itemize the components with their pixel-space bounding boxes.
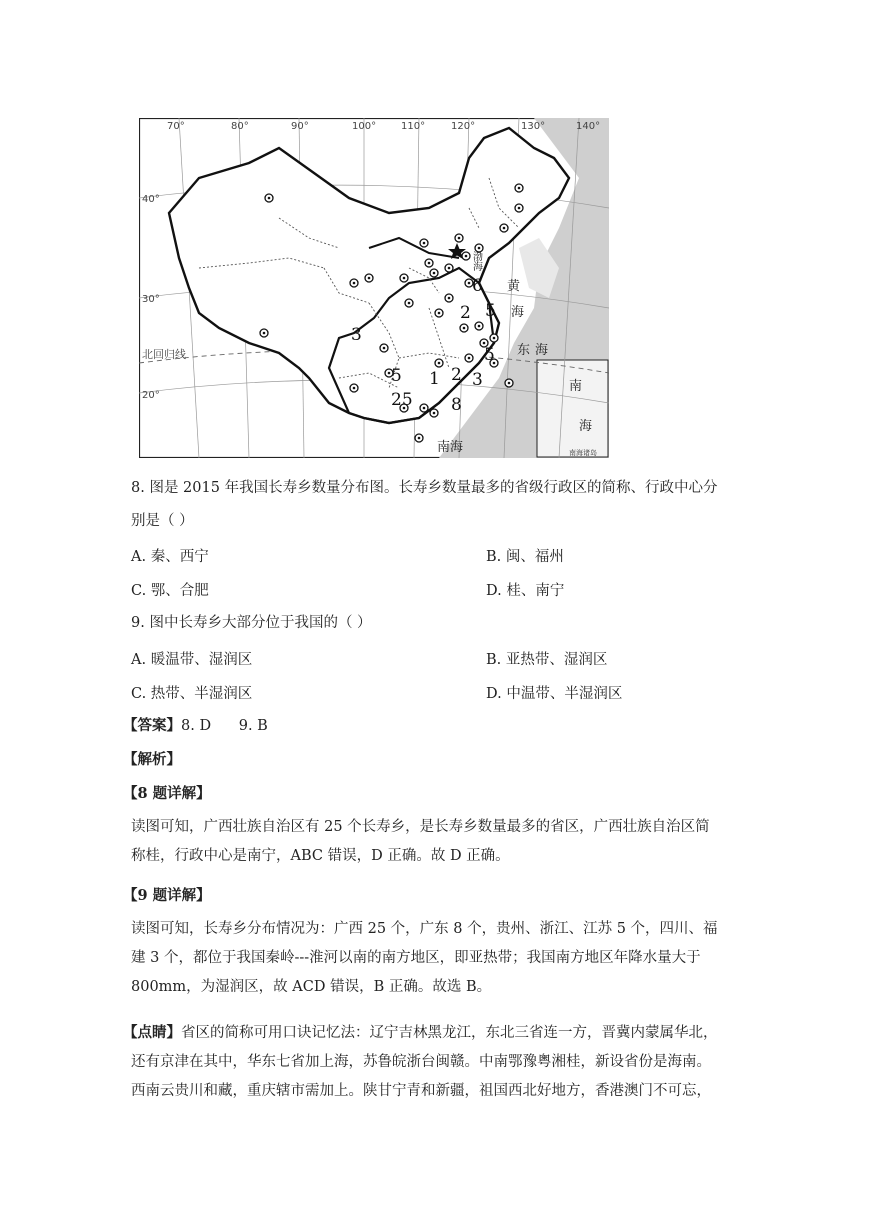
q8-option-c[interactable]: C. 鄂、合肥: [131, 583, 209, 599]
q8-detail-line: 称桂，行政中心是南宁，ABC 错误，D 正确。故 D 正确。: [131, 848, 510, 864]
q8-detail-body: [131, 813, 741, 871]
question-9-stem: 9. 图中长寿乡大部分位于我国的（ ）: [131, 615, 372, 631]
sea-label: 海: [511, 305, 525, 320]
lon-label: 110°: [401, 121, 426, 132]
count-label: 2: [451, 365, 462, 385]
q9-options-row-2: [131, 682, 751, 704]
q9-option-d[interactable]: D. 中温带、半湿润区: [486, 686, 623, 702]
q8-option-b[interactable]: B. 闽、福州: [486, 549, 564, 565]
q9-option-b[interactable]: B. 亚热带、湿润区: [486, 652, 608, 668]
place-label: 海: [473, 262, 483, 273]
question-8-stem: 8. 图是 2015 年我国长寿乡数量分布图。长寿乡数量最多的省级行政区的简称、行政中心分: [131, 480, 718, 496]
lon-label: 130°: [521, 121, 546, 132]
q8-options-row-1: [131, 545, 751, 567]
answer-prefix: 【答案】: [123, 717, 181, 734]
q8-option-d[interactable]: D. 桂、南宁: [486, 583, 565, 599]
q8-option-a[interactable]: A. 秦、西宁: [131, 549, 209, 565]
count-label: 3: [472, 370, 483, 390]
lat-label: 40°: [142, 194, 160, 205]
q9-detail-line: 读图可知，长寿乡分布情况为：广西 25 个，广东 8 个，贵州、浙江、江苏 5 个，四川、福: [131, 921, 718, 937]
lon-label: 140°: [576, 121, 601, 132]
china-longevity-map: [139, 118, 609, 458]
analysis-title: 【解析】: [123, 751, 181, 768]
q8-detail-line: 读图可知，广西壮族自治区有 25 个长寿乡，是长寿乡数量最多的省区，广西壮族自治区简: [131, 819, 710, 835]
count-label: 1: [429, 369, 440, 389]
lon-label: 90°: [291, 121, 309, 132]
lon-label: 70°: [167, 121, 185, 132]
count-label: 3: [351, 325, 362, 345]
tip-prefix: 【点睛】: [123, 1024, 181, 1041]
count-label: 2: [460, 303, 471, 323]
sea-label: 海: [579, 419, 593, 434]
count-label: 6: [472, 276, 483, 296]
count-label: 25: [391, 390, 413, 410]
lat-label: 20°: [142, 390, 160, 401]
q9-detail-line: 建 3 个，都位于我国秦岭---淮河以南的南方地区，即亚热带；我国南方地区年降水量大于: [131, 950, 701, 966]
tip-line: 西南云贵川和藏，重庆辖市需加上。陕甘宁青和新疆，祖国西北好地方，香港澳门不可忘，: [131, 1083, 711, 1099]
answer-text: 8. D 9. B: [181, 718, 268, 734]
sea-label: 南海: [437, 440, 464, 455]
q8-options-row-2: [131, 579, 751, 601]
inset-label: 南海诸岛: [569, 449, 597, 457]
tip-line: 还有京津在其中，华东七省加上海，苏鲁皖浙台闽赣。中南鄂豫粤湘桂，新设省份是海南。: [131, 1054, 711, 1070]
count-label: 5: [391, 366, 402, 386]
count-label: 8: [451, 395, 462, 415]
tip-body: [123, 1018, 743, 1106]
count-label: 5: [485, 301, 496, 321]
lon-label: 80°: [231, 121, 249, 132]
lon-label: 100°: [352, 121, 377, 132]
q9-detail-body: [131, 915, 741, 1002]
q9-detail-line: 800mm，为湿润区，故 ACD 错误，B 正确。故选 B。: [131, 979, 492, 995]
question-8-stem-cont: 别是（ ）: [131, 513, 194, 529]
count-label: 5: [484, 345, 495, 365]
tropic-label: 北回归线: [142, 348, 186, 361]
sea-label: 海: [535, 343, 549, 358]
place-label: 渤: [473, 252, 483, 263]
q8-detail-title: 【8 题详解】: [123, 785, 211, 802]
answer-line: [123, 716, 268, 736]
tip-line: 省区的简称可用口诀记忆法：辽宁吉林黑龙江，东北三省连一方，晋冀内蒙属华北，: [181, 1025, 718, 1041]
q9-detail-title: 【9 题详解】: [123, 887, 211, 904]
q9-option-c[interactable]: C. 热带、半湿润区: [131, 686, 253, 702]
sea-label: 东: [517, 343, 531, 358]
sea-label: 黄: [507, 279, 521, 294]
q9-option-a[interactable]: A. 暖温带、湿润区: [131, 652, 253, 668]
q9-options-row-1: [131, 648, 751, 670]
lat-label: 30°: [142, 294, 160, 305]
lon-label: 120°: [451, 121, 476, 132]
sea-label: 南: [569, 379, 583, 394]
